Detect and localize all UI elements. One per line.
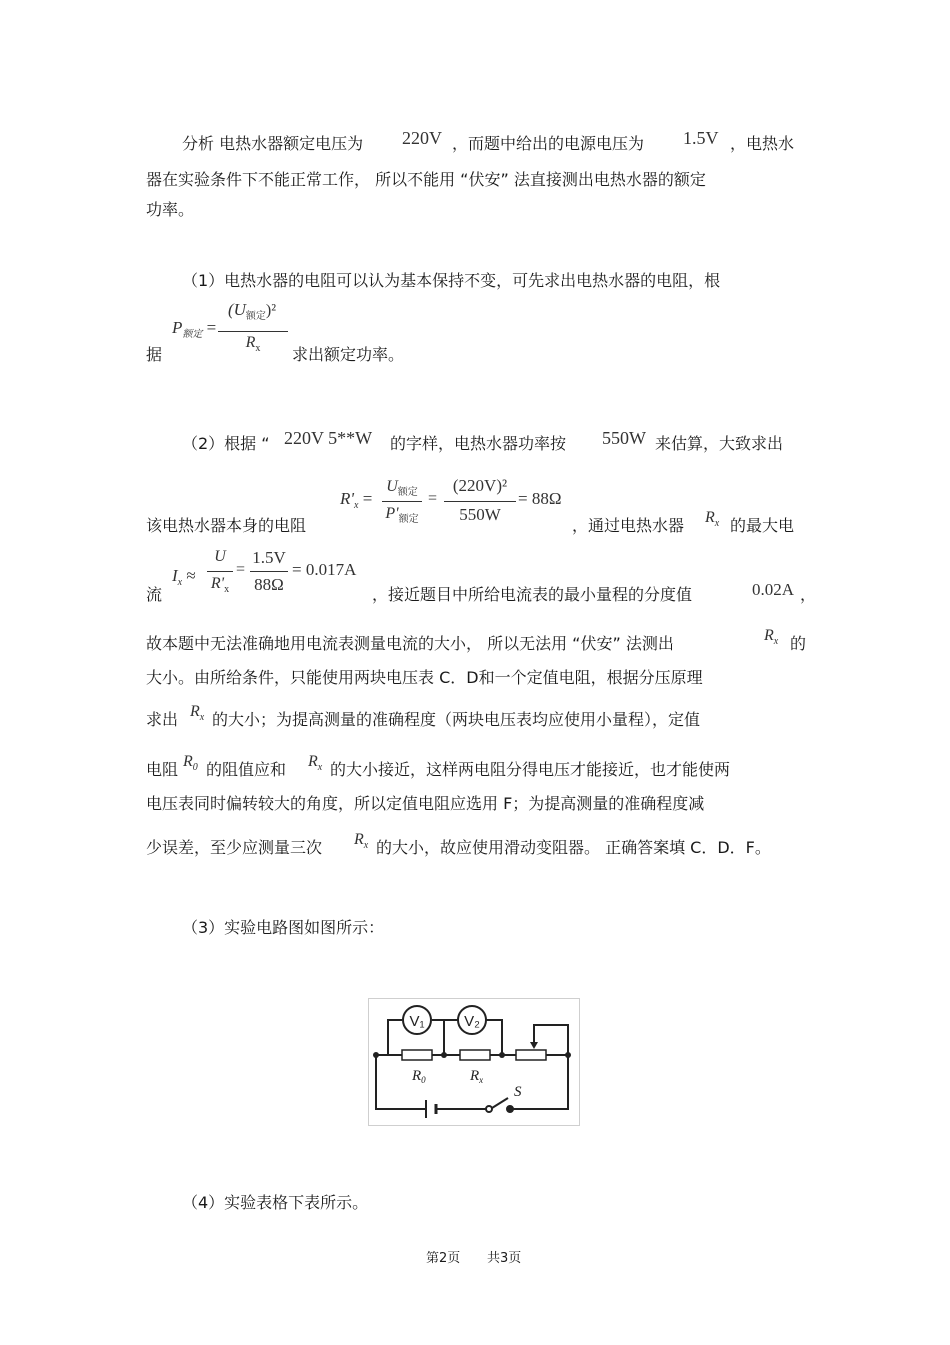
value-0-02a: 0.02A xyxy=(752,580,795,599)
s2-line-9a: 少误差，至少应测量三次 xyxy=(146,838,323,857)
resistor-r0 xyxy=(402,1050,432,1060)
s2-line-9b: 的大小，故应使用滑动变阻器。 正确答案填 C．D．F。 xyxy=(376,838,771,857)
rx-symbol-2: $R_x$ xyxy=(764,627,779,647)
rheostat xyxy=(516,1050,546,1060)
s2-mid: 的字样，电热水器功率按 xyxy=(390,434,567,453)
s2-line-8: 电压表同时偏转较大的角度，所以定值电阻应选用 F；为提高测量的准确程度减 xyxy=(146,794,705,813)
s1-ju: 据 xyxy=(146,345,163,364)
switch-label: S xyxy=(514,1084,522,1100)
s4-text: （4）实验表格下表所示。 xyxy=(182,1193,369,1212)
s2-line-7a: 电阻 xyxy=(146,760,179,779)
s3-text: （3）实验电路图如图所示： xyxy=(182,918,385,937)
s2-line-4b: 的 xyxy=(790,634,807,653)
s1-tail: 求出额定功率。 xyxy=(292,345,405,364)
resistor-rx xyxy=(460,1050,490,1060)
analysis-text-1: 分析 电热水器额定电压为 xyxy=(182,134,364,153)
v1-label: V₁ xyxy=(409,1013,425,1030)
battery xyxy=(426,1100,436,1118)
analysis-text-2: ，而题中给出的电源电压为 xyxy=(452,134,645,153)
circuit-diagram xyxy=(368,998,580,1126)
r0-symbol: $R_0$ xyxy=(183,753,198,773)
s2-line-2b: ，通过电热水器 xyxy=(572,516,685,535)
s2-line-6a: 求出 xyxy=(146,710,179,729)
s2-line-2c: 的最大电 xyxy=(730,516,795,535)
s2-tail: 来估算，大致求出 xyxy=(655,434,784,453)
s2-line-2a: 该电热水器本身的电阻 xyxy=(146,516,307,535)
s2-line-4a: 故本题中无法准确地用电流表测量电流的大小， 所以无法用 “伏安” 法测出 xyxy=(146,634,674,653)
analysis-text-3: ，电热水 xyxy=(730,134,795,153)
rheostat-slider-arrow xyxy=(530,1042,538,1049)
s2-line-6b: 的大小；为提高测量的准确程度（两块电压表均应使用小量程），定值 xyxy=(212,710,701,729)
s2-line-7b: 的阻值应和 xyxy=(206,760,287,779)
voltage-1-5: 1.5V xyxy=(683,128,719,148)
analysis-line-2: 器在实验条件下不能正常工作， 所以不能用 “伏安” 法直接测出电热水器的额定 xyxy=(146,170,706,189)
s2-line-7c: 的大小接近，这样两电阻分得电压才能接近，也才能使两 xyxy=(330,760,731,779)
s2-line-3c: ， xyxy=(800,585,817,604)
s2-p550: 550W xyxy=(602,428,646,448)
s2-head: （2）根据 “ xyxy=(182,434,270,453)
rx-symbol-4: $R_x$ xyxy=(308,753,323,773)
s2-line-3b: ，接近题目中所给电流表的最小量程的分度值 xyxy=(372,585,693,604)
v2-label: V₂ xyxy=(464,1013,480,1030)
rx-symbol: $R_x$ xyxy=(705,509,720,529)
rx-label: $R_x$ xyxy=(470,1068,484,1085)
r0-label: $R_0$ xyxy=(412,1068,426,1085)
s2-line-5: 大小。由所给条件，只能使用两块电压表 C．D和一个定值电阻，根据分压原理 xyxy=(146,668,703,687)
voltage-220: 220V xyxy=(402,128,442,148)
s1-line-1: （1）电热水器的电阻可以认为基本保持不变，可先求出电热水器的电阻，根 xyxy=(182,271,721,290)
s2-label-220v: 220V 5**W xyxy=(284,428,373,448)
rx-symbol-5: $R_x$ xyxy=(354,831,369,851)
footer-page: 第2页 xyxy=(426,1251,461,1266)
s2-line-3a: 流 xyxy=(146,585,163,604)
footer-total: 共3页 xyxy=(487,1251,522,1266)
switch xyxy=(486,1098,513,1112)
rx-symbol-3: $R_x$ xyxy=(190,703,205,723)
analysis-line-3: 功率。 xyxy=(146,200,195,219)
